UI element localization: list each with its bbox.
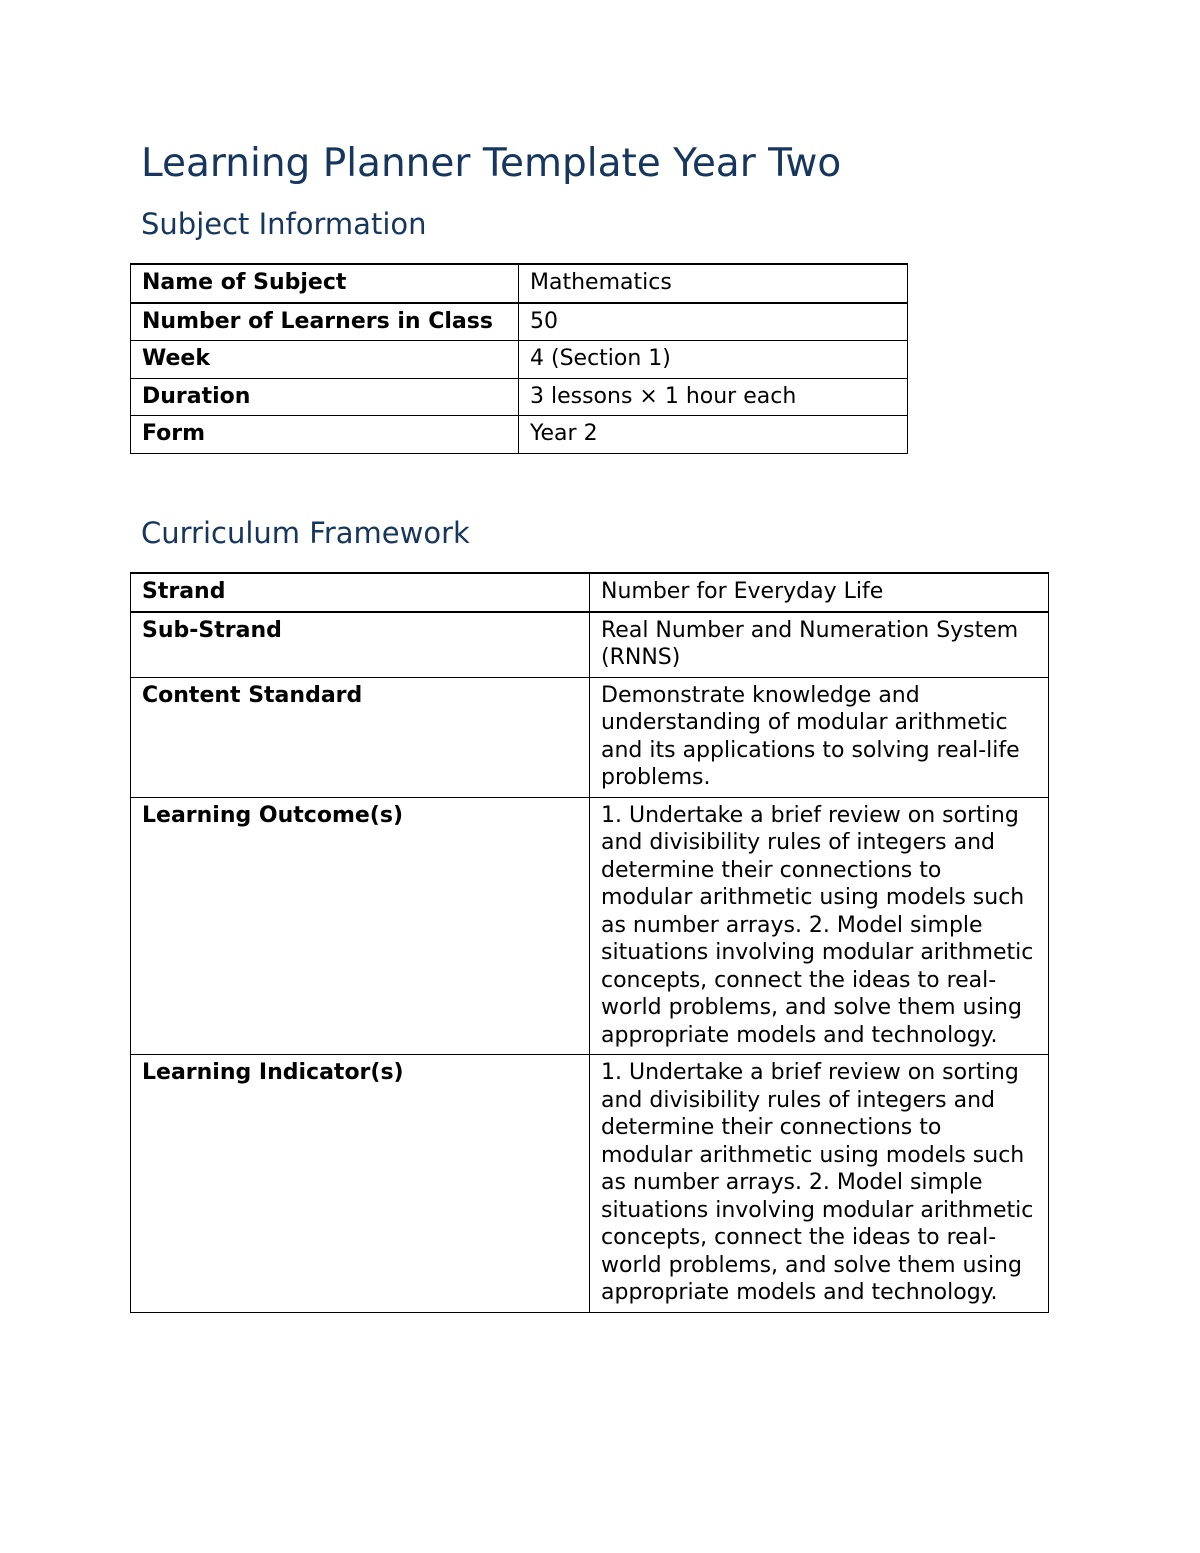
table-row: [131, 612, 1049, 678]
strand-label: Strand: [131, 573, 590, 612]
duration-value: 3 lessons × 1 hour each: [519, 378, 908, 416]
table-row: [131, 378, 908, 416]
number-of-learners-label: Number of Learners in Class: [131, 303, 519, 341]
table-row: [131, 1055, 1049, 1313]
learning-outcomes-value: 1. Undertake a brief review on sorting and divisibility rules of integers and determine their connections to modular arithmetic using models such as number arrays. 2. Model simple situations involving modular arithmetic concepts, connect the ideas to real-world problems, and solve them using appropriate models and technology.: [590, 797, 1049, 1055]
form-label: Form: [131, 416, 519, 454]
week-value: 4 (Section 1): [519, 341, 908, 379]
form-value: Year 2: [519, 416, 908, 454]
table-row: [131, 264, 908, 303]
table-row: [131, 341, 908, 379]
page-title: Learning Planner Template Year Two: [141, 141, 842, 186]
learning-indicators-value: 1. Undertake a brief review on sorting and divisibility rules of integers and determine their connections to modular arithmetic using models such as number arrays. 2. Model simple situations involving modular arithmetic concepts, connect the ideas to real-world problems, and solve them using appropriate models and technology.: [590, 1055, 1049, 1313]
duration-label: Duration: [131, 378, 519, 416]
subject-information-table: [130, 263, 908, 454]
table-row: [131, 677, 1049, 797]
content-standard-value: Demonstrate knowledge and understanding of modular arithmetic and its applications to solving real-life problems.: [590, 677, 1049, 797]
content-standard-label: Content Standard: [131, 677, 590, 797]
table-row: [131, 303, 908, 341]
curriculum-framework-heading: Curriculum Framework: [141, 516, 470, 550]
sub-strand-value: Real Number and Numeration System (RNNS): [590, 612, 1049, 678]
week-label: Week: [131, 341, 519, 379]
table-row: [131, 797, 1049, 1055]
name-of-subject-label: Name of Subject: [131, 264, 519, 303]
table-row: [131, 573, 1049, 612]
table-row: [131, 416, 908, 454]
learning-indicators-label: Learning Indicator(s): [131, 1055, 590, 1313]
sub-strand-label: Sub-Strand: [131, 612, 590, 678]
name-of-subject-value: Mathematics: [519, 264, 908, 303]
curriculum-framework-table: [130, 572, 1049, 1313]
strand-value: Number for Everyday Life: [590, 573, 1049, 612]
number-of-learners-value: 50: [519, 303, 908, 341]
subject-information-heading: Subject Information: [141, 207, 427, 241]
learning-outcomes-label: Learning Outcome(s): [131, 797, 590, 1055]
